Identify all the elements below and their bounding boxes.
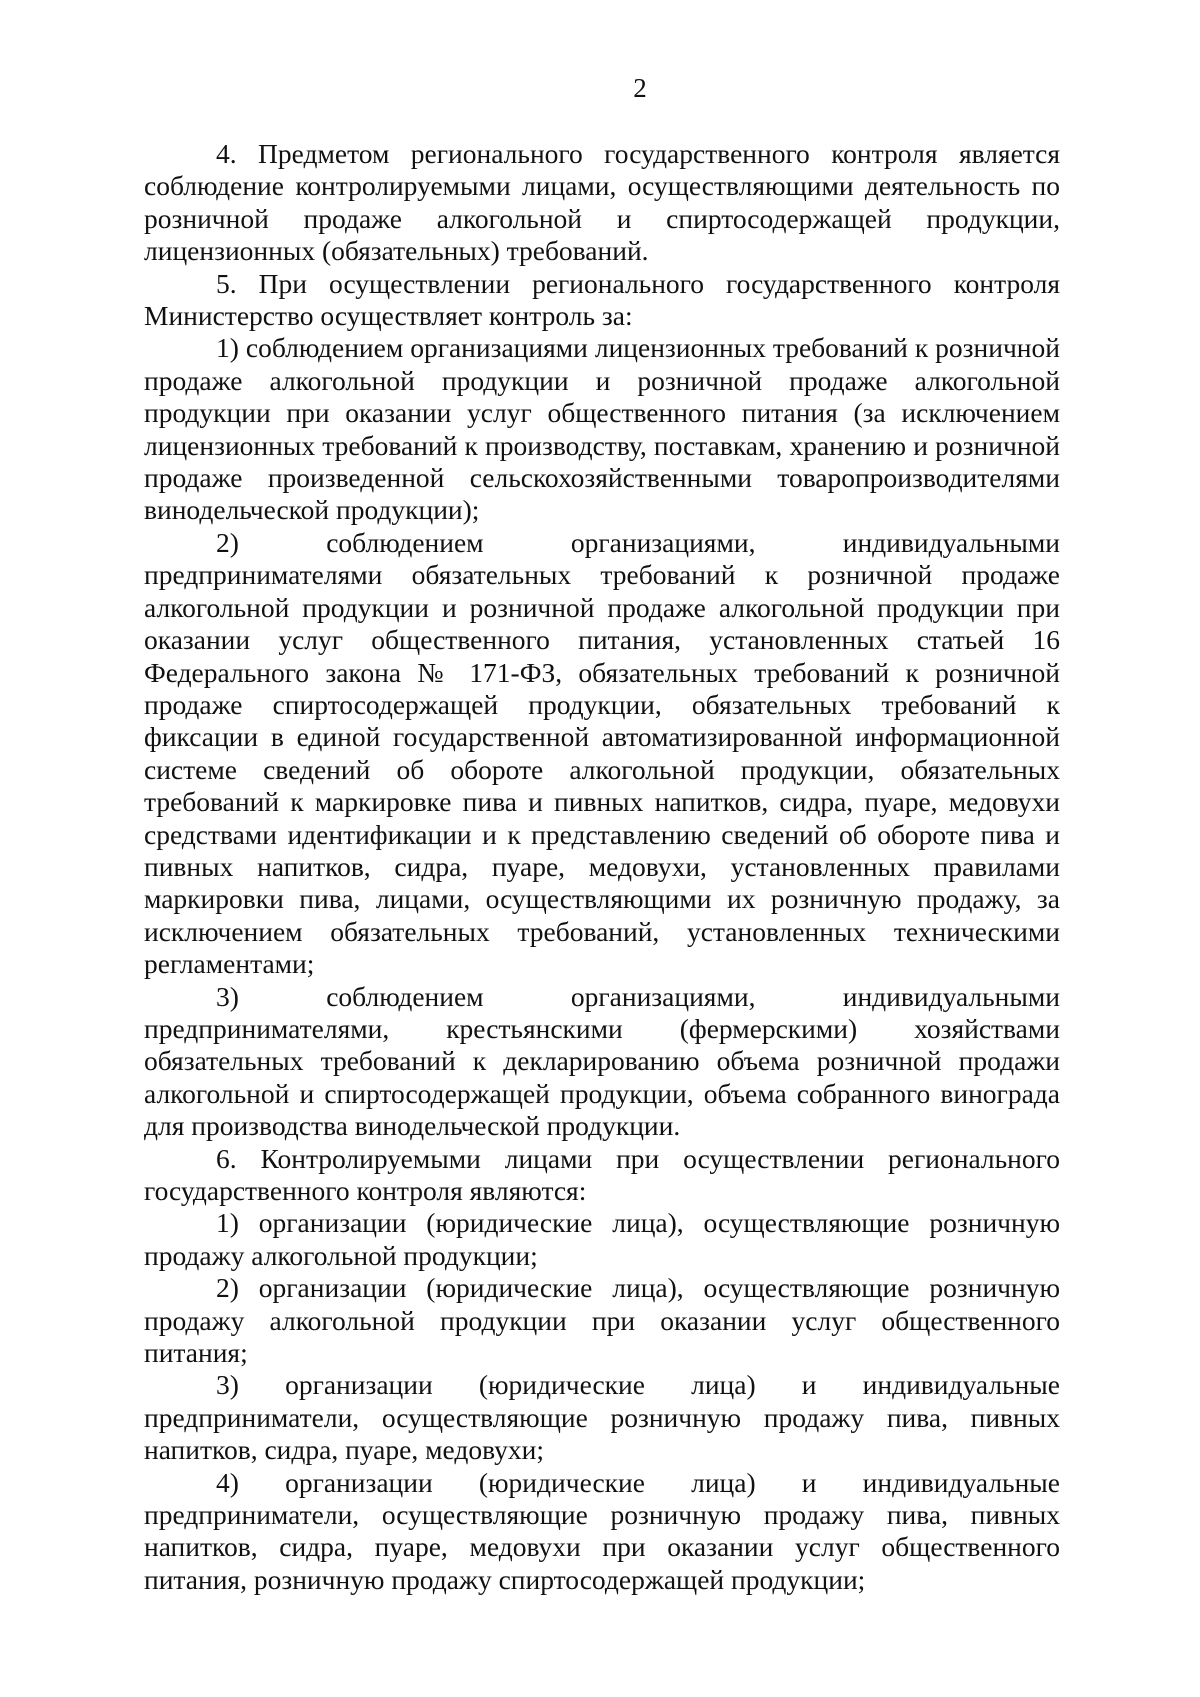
paragraph-5-control: 5. При осуществлении регионального государственного контроля Министерство осуществляет контроль за: (144, 267, 1060, 332)
paragraph-4-subject: 4. Предметом регионального государственного контроля является соблюдение контролируемыми лицами, осуществляющими деятельность по розничной продаже алкогольной и спиртосодержащей продукции, лицензионных (обязательных) требований. (144, 138, 1060, 267)
paragraph-6-item-4: 4) организации (юридические лица) и индивидуальные предприниматели, осуществляющие розничную продажу пива, пивных напитков, сидра, пуаре, медовухи при оказании услуг общественного питания, розничную продажу спиртосодержащей продукции; (144, 1466, 1060, 1595)
document-body (144, 138, 1060, 1596)
paragraph-6-item-2: 2) организации (юридические лица), осуществляющие розничную продажу алкогольной продукции при оказании услуг общественного питания; (144, 1272, 1060, 1369)
paragraph-6-item-3: 3) организации (юридические лица) и индивидуальные предприниматели, осуществляющие розничную продажу пива, пивных напитков, сидра, пуаре, медовухи; (144, 1369, 1060, 1466)
paragraph-6-item-1: 1) организации (юридические лица), осуществляющие розничную продажу алкогольной продукции; (144, 1207, 1060, 1271)
paragraph-5-item-3: 3) соблюдением организациями, индивидуальными предпринимателями, крестьянскими (фермерскими) хозяйствами обязательных требований к декларированию объема розничной продажи алкогольной и спиртосодержащей продукции, объема собранного винограда для производства винодельческой продукции. (144, 980, 1060, 1142)
paragraph-5-item-1: 1) соблюдением организациями лицензионных требований к розничной продаже алкогольной продукции и розничной продаже алкогольной продукции при оказании услуг общественного питания (за исключением лицензионных требований к производству, поставкам, хранению и розничной продаже произведенной сельскохозяйственными товаропроизводителями винодельческой продукции); (144, 332, 1060, 526)
page-number: 2 (633, 73, 647, 103)
paragraph-5-item-2: 2) соблюдением организациями, индивидуальными предпринимателями обязательных требований к розничной продаже алкогольной продукции и розничной продаже алкогольной продукции при оказании услуг общественного питания, установленных статьей 16 Федерального закона № 171-ФЗ, обязательных требований к розничной продаже спиртосодержащей продукции, обязательных требований к фиксации в единой государственной автоматизированной информационной системе сведений об обороте алкогольной продукции, обязательных требований к маркировке пива и пивных напитков, сидра, пуаре, медовухи средствами идентификации и к представлению сведений об обороте пива и пивных напитков, сидра, пуаре, медовухи, установленных правилами маркировки пива, лицами, осуществляющими их розничную продажу, за исключением обязательных требований, установленных техническими регламентами; (144, 526, 1060, 980)
paragraph-6-controlled-persons: 6. Контролируемыми лицами при осуществлении регионального государственного контроля являются: (144, 1142, 1060, 1206)
